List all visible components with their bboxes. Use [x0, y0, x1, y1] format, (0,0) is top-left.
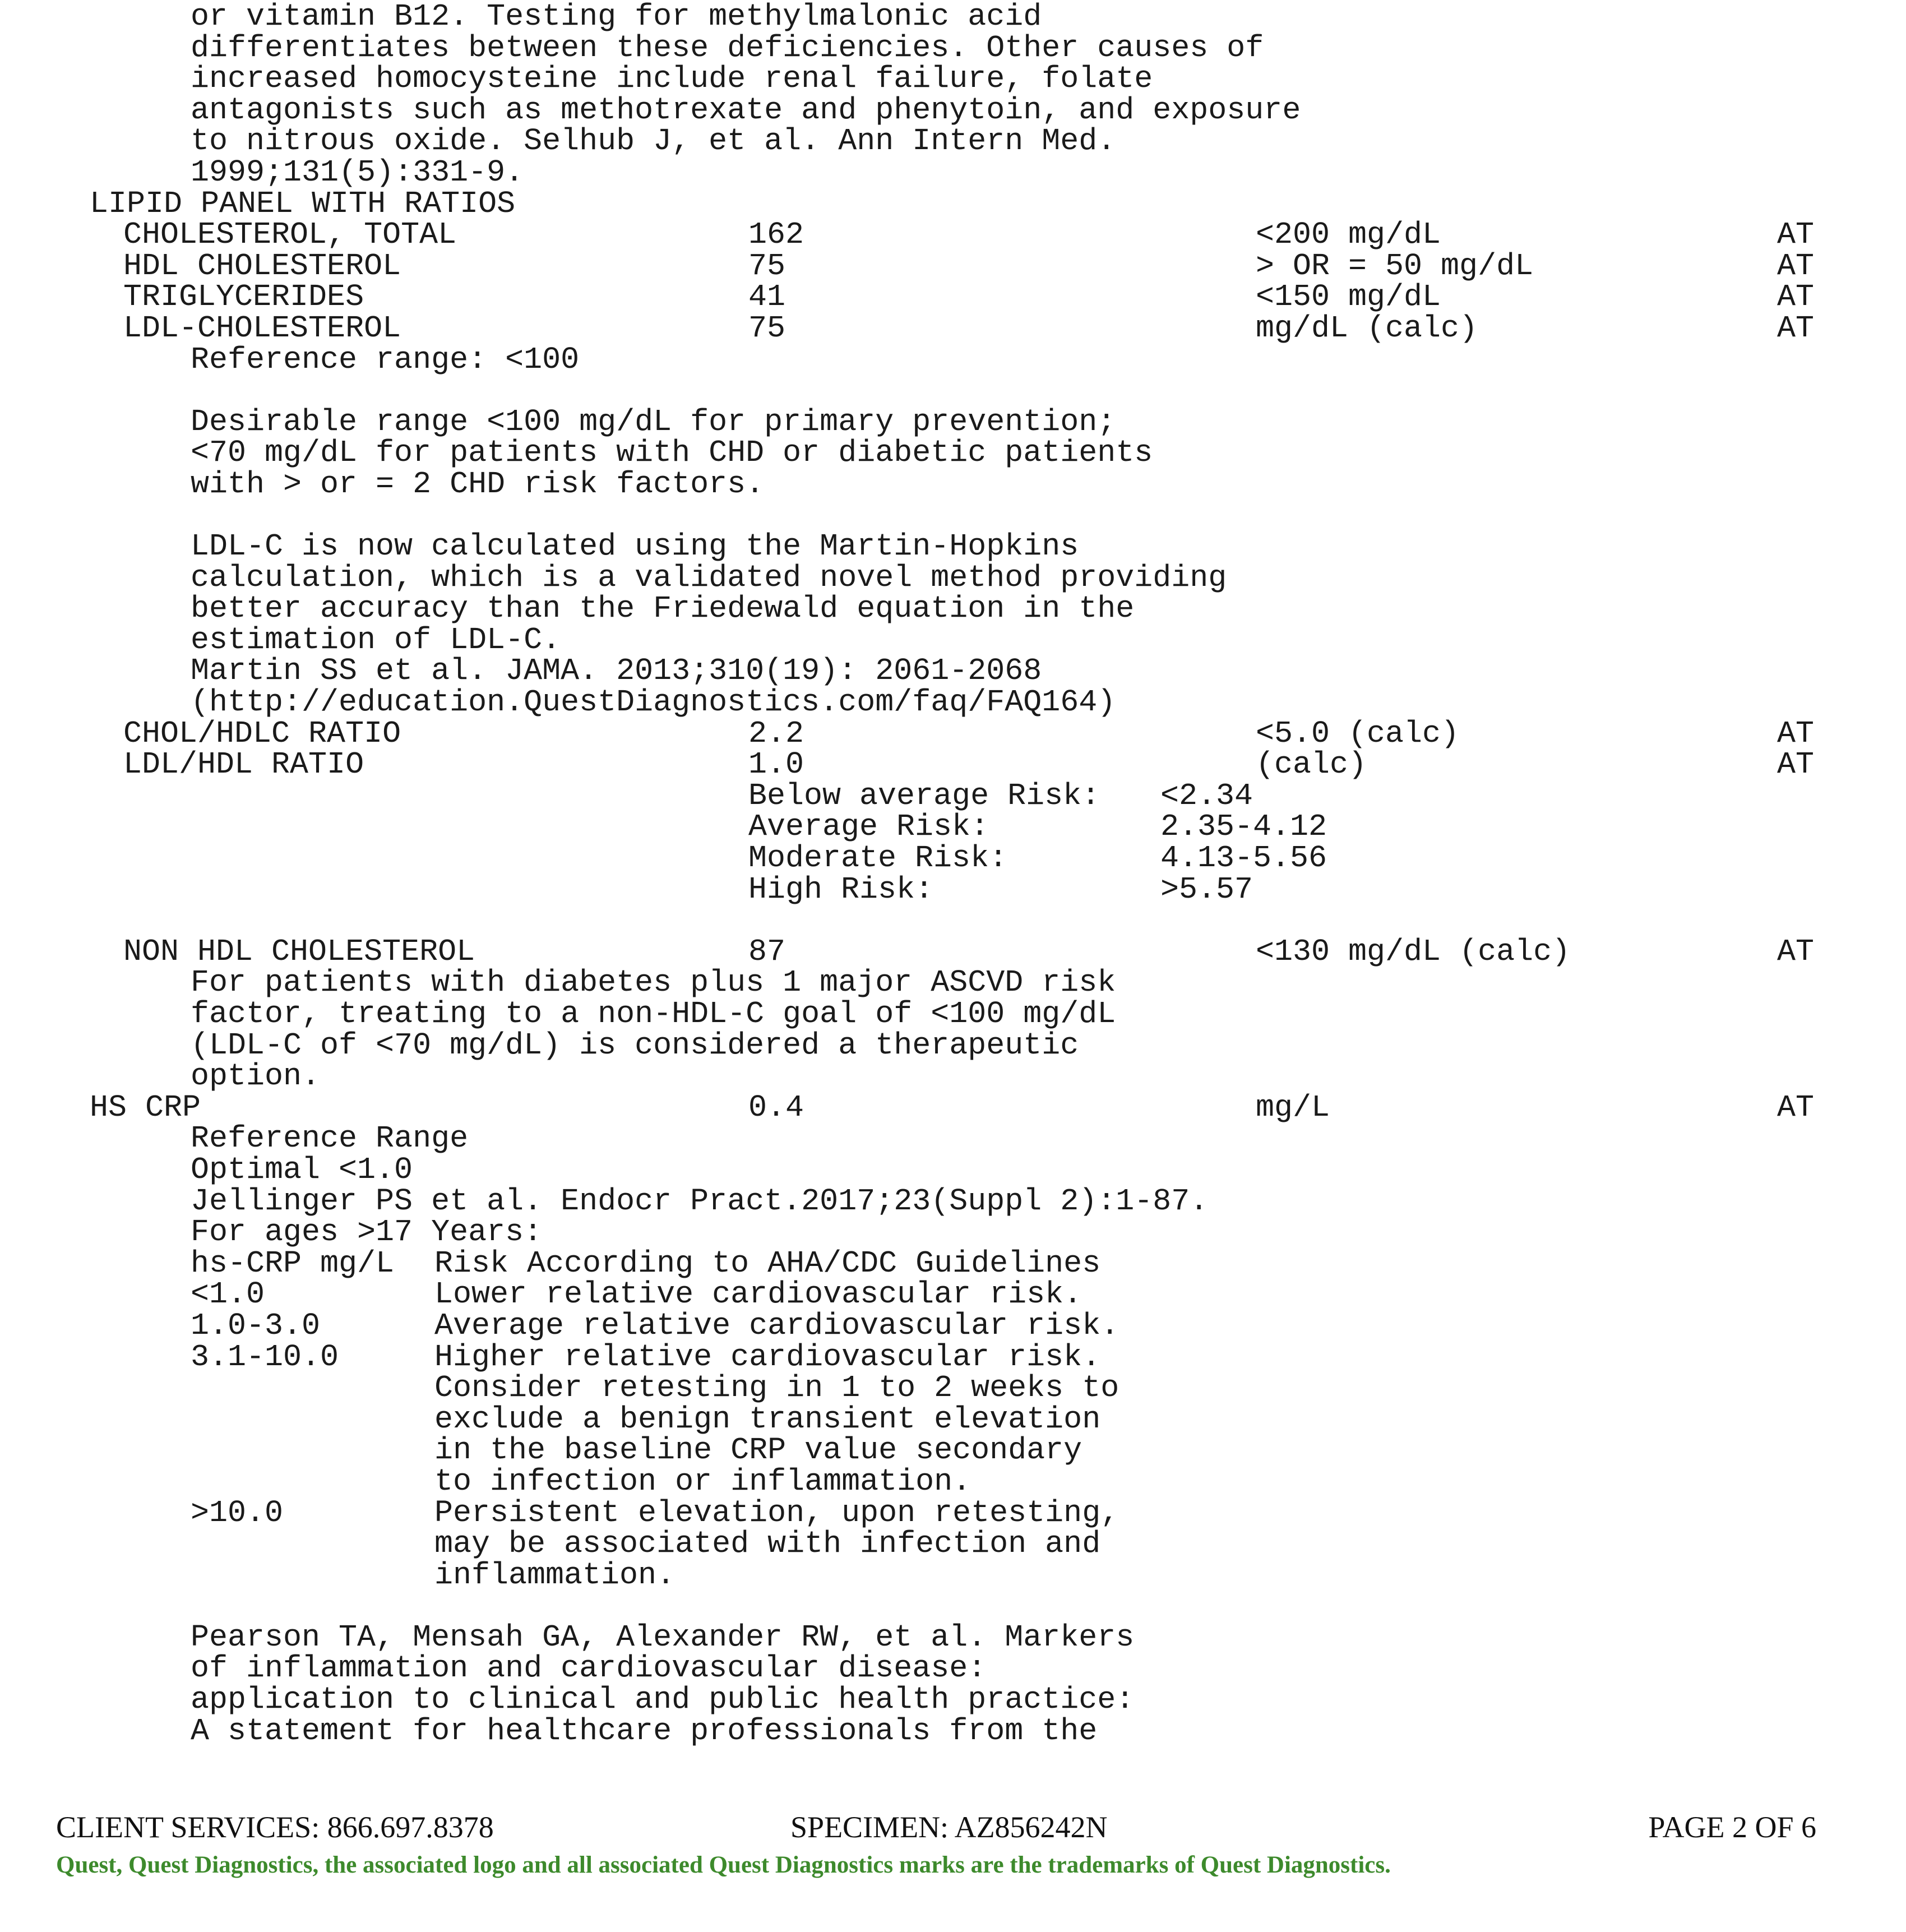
- risk-range: 2.35-4.12: [1160, 809, 1327, 845]
- risk-range: 4.13-5.56: [1160, 840, 1327, 876]
- crp-risk-row: [0, 1557, 1906, 1593]
- comment-line: [0, 1154, 1906, 1186]
- risk-range: <2.34: [1160, 778, 1253, 814]
- comment-line: [0, 92, 1906, 128]
- crp-risk-row: [0, 1372, 1906, 1404]
- result-row: [0, 747, 1906, 783]
- test-value: 75: [748, 248, 786, 284]
- comment-text: better accuracy than the Friedewald equation in the: [191, 591, 1135, 627]
- comment-text: For ages >17 Years:: [191, 1214, 543, 1250]
- comment-text: or vitamin B12. Testing for methylmalonic acid: [191, 0, 1042, 34]
- result-row: [0, 219, 1906, 251]
- comment-text: For patients with diabetes plus 1 major ASCVD risk: [191, 965, 1116, 1001]
- crp-risk-row: [0, 1307, 1906, 1343]
- comment-text: Optimal <1.0: [191, 1152, 413, 1187]
- comment-text: of inflammation and cardiovascular disease:: [191, 1651, 987, 1686]
- comment-text: application to clinical and public health practice:: [191, 1682, 1135, 1718]
- risk-range: >5.57: [1160, 871, 1253, 907]
- result-row: [0, 1089, 1906, 1125]
- test-name: NON HDL CHOLESTEROL: [123, 933, 475, 969]
- comment-text: (http://education.QuestDiagnostics.com/faq/FAQ164): [191, 685, 1116, 720]
- reference-range: (calc): [1256, 747, 1367, 783]
- comment-line: [0, 593, 1906, 625]
- comment-text: Pearson TA, Mensah GA, Alexander RW, et al. Markers: [191, 1619, 1135, 1655]
- comment-line: [0, 655, 1906, 687]
- result-row: [0, 933, 1906, 969]
- crp-description: Lower relative cardiovascular risk.: [434, 1277, 1082, 1312]
- test-name: LDL-CHOLESTEROL: [123, 310, 401, 346]
- lab-code: AT: [1777, 933, 1815, 969]
- comment-line: [0, 1061, 1906, 1092]
- lab-code: AT: [1777, 1089, 1815, 1125]
- specimen-id: SPECIMEN: AZ856242N: [790, 1810, 1108, 1844]
- comment-text: option.: [191, 1059, 321, 1094]
- crp-risk-row: [0, 1432, 1906, 1468]
- test-name: HDL CHOLESTEROL: [123, 248, 401, 284]
- risk-label: High Risk:: [748, 871, 934, 907]
- comment-text: (LDL-C of <70 mg/dL) is considered a therapeutic: [191, 1027, 1079, 1063]
- reference-range: > OR = 50 mg/dL: [1256, 248, 1534, 284]
- crp-description: Average relative cardiovascular risk.: [434, 1307, 1119, 1343]
- result-row: [0, 310, 1906, 346]
- comment-line: [0, 529, 1906, 565]
- comment-text: estimation of LDL-C.: [191, 622, 561, 658]
- comment-line: [0, 30, 1906, 66]
- comment-text: LDL-C is now calculated using the Martin-Hopkins: [191, 529, 1079, 565]
- test-value: 0.4: [748, 1089, 804, 1125]
- crp-risk-row: [0, 1401, 1906, 1437]
- comment-text: <70 mg/dL for patients with CHD or diabetic patients: [191, 435, 1153, 471]
- comment-line: [0, 154, 1906, 190]
- risk-row: [0, 811, 1906, 843]
- reference-range: mg/L: [1256, 1089, 1330, 1125]
- test-value: 2.2: [748, 715, 804, 751]
- crp-risk-row: [0, 1245, 1906, 1281]
- risk-row: [0, 871, 1906, 907]
- crp-range: >10.0: [191, 1495, 284, 1531]
- crp-range: 3.1-10.0: [191, 1339, 339, 1375]
- risk-label: Average Risk:: [748, 809, 989, 845]
- crp-description: in the baseline CRP value secondary: [434, 1432, 1082, 1468]
- comment-text: to nitrous oxide. Selhub J, et al. Ann Intern Med.: [191, 123, 1116, 159]
- comment-text: antagonists such as methotrexate and phenytoin, and exposure: [191, 92, 1301, 128]
- crp-description: Risk According to AHA/CDC Guidelines: [434, 1245, 1101, 1281]
- crp-description: exclude a benign transient elevation: [434, 1401, 1101, 1437]
- crp-description: Consider retesting in 1 to 2 weeks to: [434, 1370, 1119, 1406]
- crp-risk-row: [0, 1528, 1906, 1560]
- comment-line: [0, 123, 1906, 159]
- blank-line: [0, 500, 1906, 531]
- test-value: 162: [748, 217, 804, 253]
- lab-code: AT: [1777, 217, 1815, 253]
- blank-line: [0, 375, 1906, 406]
- comment-line: [0, 1653, 1906, 1684]
- comment-line: [0, 63, 1906, 95]
- reference-range: mg/dL (calc): [1256, 310, 1478, 346]
- comment-line: [0, 1684, 1906, 1716]
- lab-code: AT: [1777, 248, 1815, 284]
- reference-range: <130 mg/dL (calc): [1256, 933, 1571, 969]
- comment-line: [0, 1027, 1906, 1063]
- reference-range: <5.0 (calc): [1256, 715, 1460, 751]
- reference-range: <150 mg/dL: [1256, 279, 1441, 315]
- blank-line: [0, 905, 1906, 936]
- risk-label: Moderate Risk:: [748, 840, 1008, 876]
- panel-heading: [0, 188, 1906, 220]
- comment-text: Reference Range: [191, 1121, 469, 1157]
- crp-description: may be associated with infection and: [434, 1526, 1101, 1562]
- page-footer: [0, 1810, 1906, 1877]
- lab-code: AT: [1777, 279, 1815, 315]
- test-name: CHOL/HDLC RATIO: [123, 715, 401, 751]
- comment-line: [0, 687, 1906, 718]
- comment-line: [0, 562, 1906, 594]
- comment-text: A statement for healthcare professionals from the: [191, 1713, 1098, 1749]
- lab-code: AT: [1777, 715, 1815, 751]
- result-row: [0, 248, 1906, 284]
- client-services-phone: CLIENT SERVICES: 866.697.8378: [56, 1810, 494, 1844]
- crp-description: inflammation.: [434, 1557, 676, 1593]
- crp-description: Persistent elevation, upon retesting,: [434, 1495, 1119, 1531]
- comment-text: Jellinger PS et al. Endocr Pract.2017;23(Suppl 2):1-87.: [191, 1183, 1209, 1219]
- comment-line: [0, 1183, 1906, 1219]
- test-value: 41: [748, 279, 786, 315]
- lab-code: AT: [1777, 747, 1815, 783]
- comment-line: [0, 466, 1906, 502]
- comment-line: [0, 437, 1906, 469]
- comment-text: Reference range: <100: [191, 341, 580, 377]
- comment-line: [0, 1, 1906, 33]
- comment-line: [0, 1214, 1906, 1250]
- crp-description: Higher relative cardiovascular risk.: [434, 1339, 1101, 1375]
- comment-text: 1999;131(5):331-9.: [191, 154, 524, 190]
- result-row: [0, 715, 1906, 751]
- reference-range: <200 mg/dL: [1256, 217, 1441, 253]
- test-name: HS CRP: [90, 1089, 201, 1125]
- test-name: LDL/HDL RATIO: [123, 747, 364, 783]
- test-value: 1.0: [748, 747, 804, 783]
- crp-risk-row: [0, 1339, 1906, 1375]
- comment-text: Desirable range <100 mg/dL for primary prevention;: [191, 404, 1116, 440]
- comment-line: [0, 996, 1906, 1032]
- crp-risk-row: [0, 1463, 1906, 1499]
- blank-line: [0, 1591, 1906, 1622]
- crp-risk-row: [0, 1497, 1906, 1529]
- comment-line: [0, 1619, 1906, 1655]
- crp-risk-row: [0, 1279, 1906, 1310]
- test-name: TRIGLYCERIDES: [123, 279, 364, 315]
- risk-row: [0, 840, 1906, 876]
- comment-text: increased homocysteine include renal failure, folate: [191, 61, 1153, 97]
- comment-text: calculation, which is a validated novel method providing: [191, 560, 1227, 595]
- comment-text: Martin SS et al. JAMA. 2013;310(19): 2061-2068: [191, 653, 1042, 689]
- page-number: PAGE 2 OF 6: [1648, 1810, 1816, 1844]
- risk-label: Below average Risk:: [748, 778, 1100, 814]
- panel-title: LIPID PANEL WITH RATIOS: [90, 186, 516, 221]
- comment-text: with > or = 2 CHD risk factors.: [191, 466, 765, 502]
- comment-text: factor, treating to a non-HDL-C goal of <100 mg/dL: [191, 996, 1116, 1032]
- comment-line: [0, 1713, 1906, 1749]
- comment-text: differentiates between these deficiencies. Other causes of: [191, 30, 1264, 66]
- comment-line: [0, 1121, 1906, 1157]
- crp-range: 1.0-3.0: [191, 1307, 321, 1343]
- crp-range: <1.0: [191, 1277, 265, 1312]
- lab-code: AT: [1777, 310, 1815, 346]
- comment-line: [0, 341, 1906, 377]
- crp-range: hs-CRP mg/L: [191, 1245, 395, 1281]
- trademark-notice: Quest, Quest Diagnostics, the associated logo and all associated Quest Diagnostics marks are the trademarks of Quest Diagnostics.: [56, 1852, 1391, 1878]
- comment-line: [0, 622, 1906, 658]
- comment-line: [0, 406, 1906, 438]
- result-row: [0, 281, 1906, 313]
- test-value: 87: [748, 933, 786, 969]
- comment-line: [0, 967, 1906, 999]
- risk-row: [0, 780, 1906, 812]
- test-value: 75: [748, 310, 786, 346]
- test-name: CHOLESTEROL, TOTAL: [123, 217, 457, 253]
- crp-description: to infection or inflammation.: [434, 1463, 971, 1499]
